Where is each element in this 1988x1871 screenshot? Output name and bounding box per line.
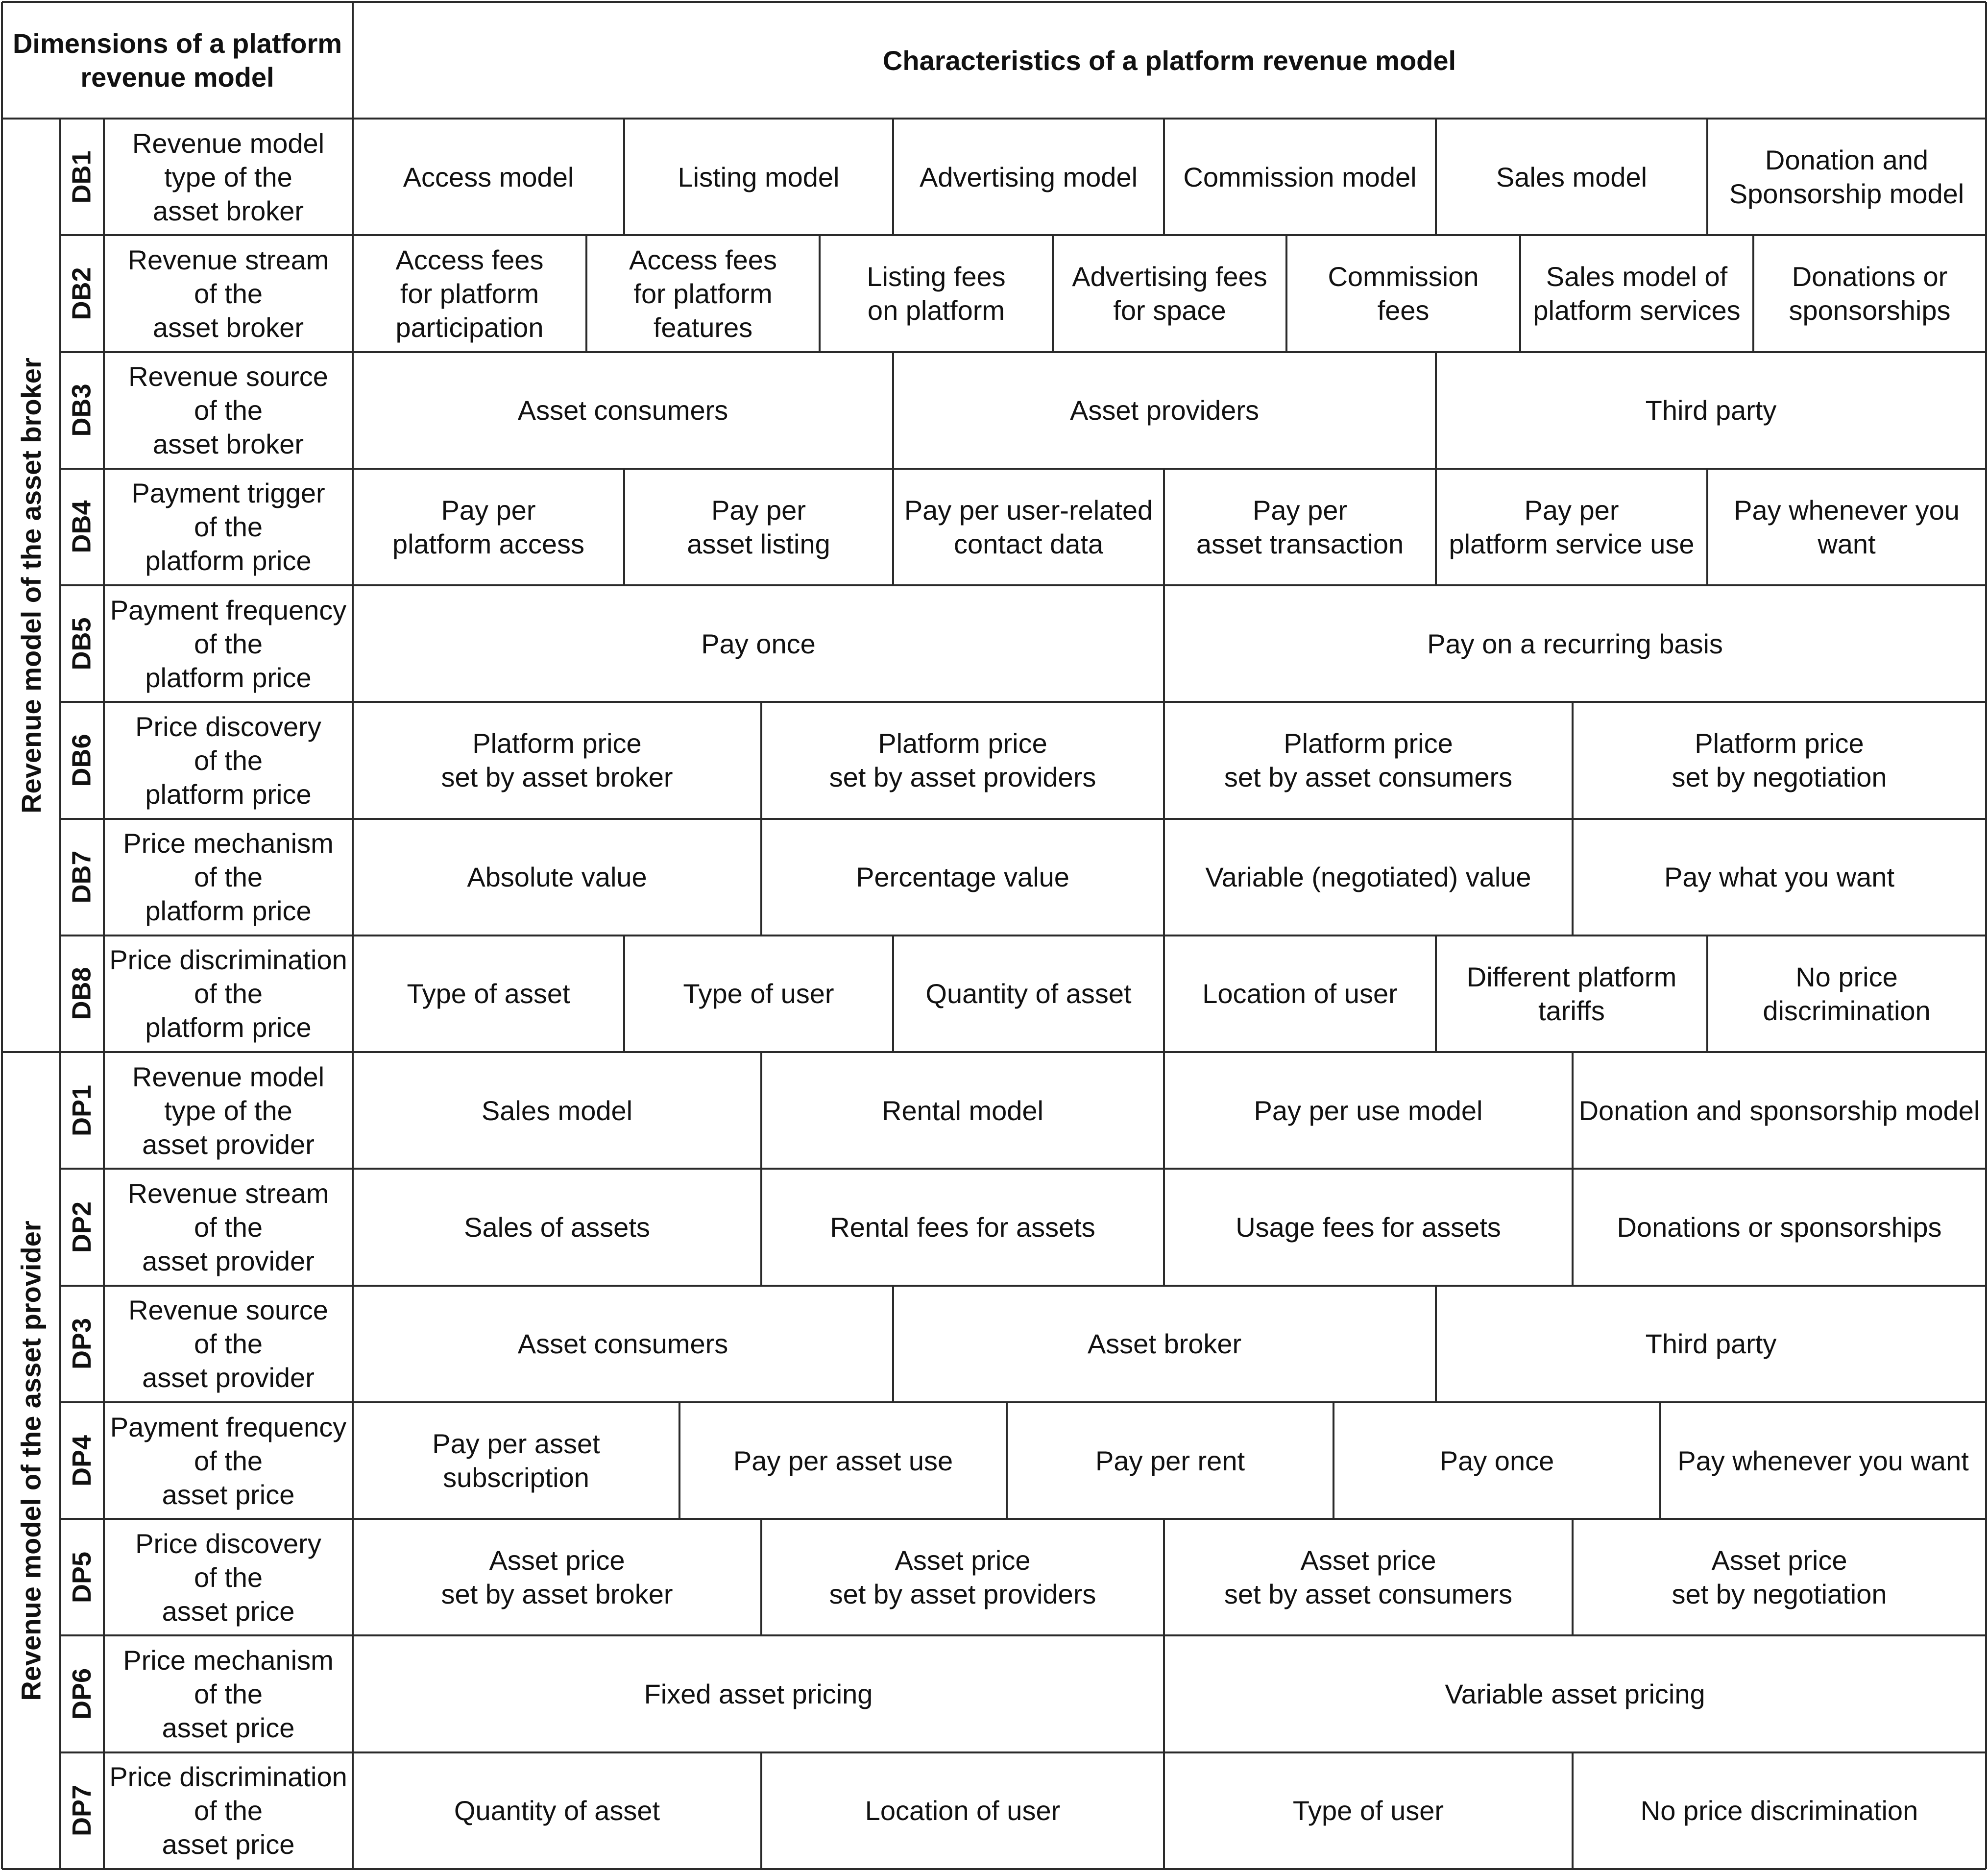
characteristic-cell: Third party: [1645, 1328, 1777, 1360]
characteristic-cell: Pay per asset use: [733, 1445, 953, 1476]
characteristic-cell: Donations or sponsorships: [1789, 261, 1951, 326]
dimension-code-text: DB2: [67, 267, 97, 320]
dimension-code-text: DB1: [67, 150, 97, 204]
grid-line: [1435, 469, 1437, 585]
grid-line: [760, 1052, 762, 1169]
grid-line: [1706, 119, 1708, 235]
dimension-name: Revenue stream of the asset provider: [127, 1178, 329, 1277]
characteristic-cell: Variable asset pricing: [1445, 1679, 1705, 1710]
group-label: [2, 1052, 60, 1869]
dimension-name: Price discovery of the asset price: [135, 1528, 321, 1627]
grid-line: [1519, 235, 1521, 352]
characteristic-cell: Quantity of asset: [925, 978, 1132, 1009]
characteristic-cell: Asset price set by asset consumers: [1224, 1545, 1513, 1610]
grid-line: [103, 936, 105, 1052]
characteristic-cell: Different platform tariffs: [1466, 961, 1677, 1026]
characteristic-cell: Sales model of platform services: [1533, 261, 1741, 326]
dimension-name: Price discovery of the platform price: [135, 711, 321, 810]
grid-line: [1163, 1519, 1165, 1635]
characteristic-cell: Pay per platform access: [392, 494, 585, 559]
characteristic-cell: Absolute value: [467, 862, 647, 893]
dimension-code-text: DP3: [67, 1318, 97, 1370]
characteristic-cell: Asset consumers: [517, 395, 728, 426]
dimension-code: [60, 1635, 104, 1752]
dimension-code: [60, 1169, 104, 1285]
characteristic-cell: Asset price set by negotiation: [1672, 1545, 1887, 1610]
grid-line: [760, 1169, 762, 1285]
group-label: [2, 119, 60, 1052]
dimension-code: [60, 469, 104, 585]
grid-line: [760, 702, 762, 818]
grid-line: [1435, 1286, 1437, 1402]
dimension-code-text: DB3: [67, 384, 97, 437]
dimension-code: [60, 702, 104, 818]
characteristic-cell: Type of user: [1292, 1795, 1444, 1826]
grid-line: [1435, 119, 1437, 235]
characteristic-cell: Type of asset: [407, 978, 570, 1009]
dimension-name: Price mechanism of the asset price: [123, 1645, 334, 1744]
dimension-name: Revenue source of the asset provider: [128, 1295, 328, 1393]
grid-line: [892, 352, 894, 469]
grid-line: [1163, 469, 1165, 585]
grid-line: [1572, 1519, 1574, 1635]
dimension-name: Payment frequency of the asset price: [110, 1411, 347, 1510]
characteristic-cell: Pay per user-related contact data: [904, 494, 1153, 559]
grid-line: [103, 1052, 105, 1169]
characteristic-cell: Pay what you want: [1664, 862, 1895, 893]
dimension-name: Price discrimination of the platform price: [109, 944, 347, 1043]
grid-line: [1006, 1402, 1008, 1519]
grid-line: [103, 469, 105, 585]
characteristic-cell: Listing fees on platform: [867, 261, 1006, 326]
characteristic-cell: Commission fees: [1328, 261, 1479, 326]
dimension-code: [60, 1286, 104, 1402]
dimension-code: [60, 1752, 104, 1869]
characteristic-cell: Commission model: [1183, 161, 1417, 192]
grid-line: [623, 119, 625, 235]
characteristic-cell: Advertising model: [919, 161, 1138, 192]
characteristic-cell: Pay once: [1439, 1445, 1554, 1476]
characteristic-cell: Asset consumers: [517, 1328, 728, 1360]
grid-line: [1285, 235, 1287, 352]
dimension-code: [60, 235, 104, 352]
characteristic-cell: Platform price set by negotiation: [1672, 728, 1887, 793]
dimension-code: [60, 585, 104, 702]
characteristic-cell: Third party: [1645, 395, 1777, 426]
dimension-code: [60, 936, 104, 1052]
characteristic-cell: Location of user: [1202, 978, 1398, 1009]
grid-line: [103, 1519, 105, 1635]
characteristic-cell: Advertising fees for space: [1072, 261, 1267, 326]
dimension-code-text: DP5: [67, 1551, 97, 1603]
grid-line: [103, 1402, 105, 1519]
grid-line: [623, 936, 625, 1052]
grid-line: [1659, 1402, 1661, 1519]
characteristic-cell: Rental fees for assets: [830, 1212, 1095, 1243]
grid-line: [1163, 702, 1165, 818]
grid-line: [103, 119, 105, 235]
grid-line: [1163, 1169, 1165, 1285]
characteristic-cell: Pay per use model: [1254, 1095, 1483, 1126]
dimension-name: Revenue model type of the asset broker: [132, 127, 325, 226]
characteristic-cell: Rental model: [882, 1095, 1043, 1126]
grid-line: [1706, 469, 1708, 585]
characteristic-cell: Pay once: [701, 628, 816, 659]
grid-line: [760, 819, 762, 936]
dimension-name: Price mechanism of the platform price: [123, 828, 334, 927]
dimension-code-text: DB8: [67, 967, 97, 1020]
characteristic-cell: Location of user: [865, 1795, 1061, 1826]
grid-line: [103, 1752, 105, 1869]
characteristic-cell: Pay per asset listing: [687, 494, 830, 559]
characteristic-cell: Pay per platform service use: [1449, 494, 1695, 559]
characteristic-cell: Access fees for platform participation: [395, 244, 544, 343]
dimension-code: [60, 819, 104, 936]
grid-line: [103, 585, 105, 702]
characteristic-cell: No price discrimination: [1640, 1795, 1918, 1826]
dimension-code: [60, 119, 104, 235]
characteristic-cell: Pay on a recurring basis: [1427, 628, 1723, 659]
dimension-code-text: DB4: [67, 500, 97, 553]
grid-line: [760, 1752, 762, 1869]
grid-line: [1752, 235, 1754, 352]
characteristic-cell: Pay whenever you want: [1734, 494, 1960, 559]
grid-line: [1163, 1752, 1165, 1869]
grid-line: [103, 819, 105, 936]
grid-line: [1052, 235, 1054, 352]
grid-line: [1572, 819, 1574, 936]
dimension-name: Price discrimination of the asset price: [109, 1761, 347, 1860]
group-label-text: Revenue model of the asset provider: [16, 1220, 47, 1701]
grid-line: [103, 1169, 105, 1285]
grid-line: [1435, 936, 1437, 1052]
dimension-name: Revenue source of the asset broker: [128, 361, 328, 460]
header-dimensions: Dimensions of a platform revenue model: [12, 28, 342, 93]
group-label-text: Revenue model of the asset broker: [16, 357, 47, 814]
grid-line: [1572, 1752, 1574, 1869]
characteristic-cell: Asset providers: [1070, 395, 1259, 426]
characteristic-cell: Sales of assets: [464, 1212, 650, 1243]
grid-line: [1333, 1402, 1334, 1519]
dimension-name: Payment frequency of the platform price: [110, 594, 347, 693]
characteristic-cell: Fixed asset pricing: [644, 1679, 873, 1710]
grid-line: [585, 235, 587, 352]
dimension-code: [60, 1519, 104, 1635]
characteristic-cell: Asset price set by asset broker: [441, 1545, 673, 1610]
characteristic-cell: Platform price set by asset consumers: [1224, 728, 1513, 793]
grid-line: [1163, 119, 1165, 235]
header-characteristics: Characteristics of a platform revenue model: [882, 45, 1456, 76]
characteristic-cell: Access fees for platform features: [629, 244, 777, 343]
grid-line: [760, 1519, 762, 1635]
characteristic-cell: Donation and sponsorship model: [1578, 1095, 1980, 1126]
dimension-code-text: DB7: [67, 850, 97, 904]
grid-line: [1163, 1052, 1165, 1169]
characteristic-cell: Listing model: [678, 161, 840, 192]
characteristic-cell: Donation and Sponsorship model: [1729, 144, 1964, 210]
characteristic-cell: Variable (negotiated) value: [1205, 862, 1531, 893]
characteristic-cell: Pay per rent: [1095, 1445, 1245, 1476]
grid-line: [103, 702, 105, 818]
dimension-code-text: DP1: [67, 1084, 97, 1136]
characteristic-cell: Sales model: [481, 1095, 633, 1126]
characteristic-cell: Platform price set by asset providers: [829, 728, 1096, 793]
grid-line: [623, 469, 625, 585]
dimension-code-text: DB6: [67, 734, 97, 787]
dimension-code-text: DP7: [67, 1785, 97, 1837]
grid-line: [1163, 585, 1165, 702]
grid-line: [1163, 1635, 1165, 1752]
grid-line: [679, 1402, 680, 1519]
dimension-code-text: DP6: [67, 1668, 97, 1720]
dimension-code-text: DP4: [67, 1435, 97, 1487]
dimension-code: [60, 1052, 104, 1169]
grid-line: [2, 1, 1986, 3]
grid-line: [1706, 936, 1708, 1052]
characteristic-cell: Access model: [403, 161, 574, 192]
characteristic-cell: Percentage value: [856, 862, 1069, 893]
grid-line: [892, 469, 894, 585]
grid-line: [1163, 936, 1165, 1052]
grid-line: [103, 1286, 105, 1402]
grid-line: [103, 352, 105, 469]
grid-line: [1435, 352, 1437, 469]
characteristic-cell: Quantity of asset: [454, 1795, 660, 1826]
dimension-code-text: DP2: [67, 1201, 97, 1253]
grid-line: [1572, 1169, 1574, 1285]
dimension-name: Payment trigger of the platform price: [131, 478, 325, 576]
dimension-code-text: DB5: [67, 617, 97, 671]
characteristic-cell: Pay per asset subscription: [432, 1428, 600, 1493]
grid-line: [892, 1286, 894, 1402]
grid-line: [819, 235, 821, 352]
grid-line: [1163, 819, 1165, 936]
characteristic-cell: Usage fees for assets: [1236, 1212, 1501, 1243]
characteristic-cell: No price discrimination: [1763, 961, 1931, 1026]
characteristic-cell: Pay whenever you want: [1677, 1445, 1969, 1476]
dimension-code: [60, 1402, 104, 1519]
characteristic-cell: Pay per asset transaction: [1196, 494, 1404, 559]
characteristic-cell: Asset broker: [1087, 1328, 1242, 1360]
grid-line: [103, 235, 105, 352]
grid-line: [892, 936, 894, 1052]
grid-line: [103, 1635, 105, 1752]
grid-line: [892, 119, 894, 235]
dimension-code: [60, 352, 104, 469]
dimension-name: Revenue model type of the asset provider: [132, 1061, 325, 1160]
characteristic-cell: Asset price set by asset providers: [829, 1545, 1096, 1610]
characteristic-cell: Platform price set by asset broker: [441, 728, 673, 793]
characteristic-cell: Sales model: [1496, 161, 1648, 192]
dimension-name: Revenue stream of the asset broker: [127, 244, 329, 343]
grid-line: [1572, 702, 1574, 818]
grid-line: [1572, 1052, 1574, 1169]
characteristic-cell: Donations or sponsorships: [1617, 1212, 1942, 1243]
characteristic-cell: Type of user: [683, 978, 834, 1009]
